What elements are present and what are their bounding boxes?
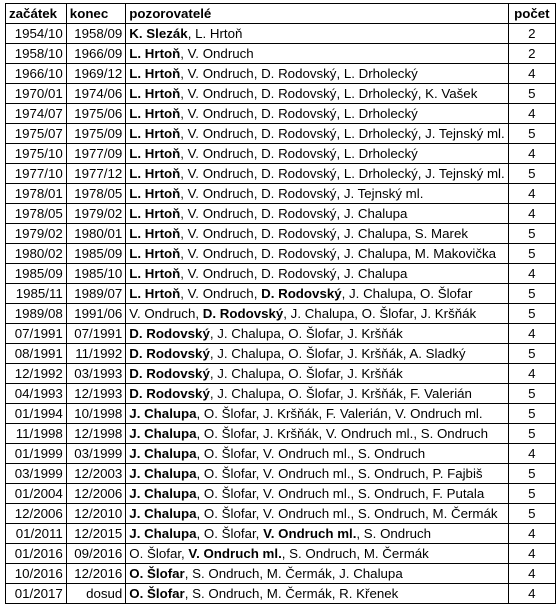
cell-count: 4: [508, 524, 555, 544]
observer-lead-name: L. Hrtoň: [129, 146, 181, 161]
cell-count: 4: [508, 584, 555, 604]
cell-start: 1974/07: [6, 104, 67, 124]
cell-start: 08/1991: [6, 344, 67, 364]
cell-count: 5: [508, 424, 555, 444]
table-row: [6, 524, 556, 544]
cell-end: 09/2016: [66, 544, 126, 564]
cell-count: 4: [508, 564, 555, 584]
observer-names: , O. Šlofar, J. Kršňák, V. Ondruch ml., S. Ondruch: [196, 426, 488, 441]
observer-names: , V. Ondruch, D. Rodovský, J. Chalupa: [180, 206, 408, 221]
cell-observers: [126, 44, 508, 64]
observer-lead-name: J. Chalupa: [129, 526, 197, 541]
cell-observers: [126, 584, 508, 604]
observer-lead-name: L. Hrtoň: [129, 206, 181, 221]
cell-observers: [126, 364, 508, 384]
observer-names: , V. Ondruch, D. Rodovský, L. Drholecký: [180, 66, 418, 81]
cell-observers: [126, 164, 508, 184]
cell-count: 5: [508, 344, 555, 364]
observers-table-container: [5, 3, 556, 604]
observer-names: , V. Ondruch, D. Rodovský, J. Chalupa, M. Makovička: [180, 246, 497, 261]
cell-start: 12/1992: [6, 364, 67, 384]
cell-start: 1966/10: [6, 64, 67, 84]
cell-observers: [126, 204, 508, 224]
cell-start: 12/2006: [6, 504, 67, 524]
table-row: [6, 464, 556, 484]
table-header-row: [6, 4, 556, 24]
cell-end: 12/2016: [66, 564, 126, 584]
cell-observers: [126, 84, 508, 104]
observer-names: , S. Ondruch, M. Čermák, J. Chalupa: [184, 566, 403, 581]
cell-start: 10/2016: [6, 564, 67, 584]
cell-observers: [126, 264, 508, 284]
observer-lead-name: D. Rodovský: [202, 306, 284, 321]
observer-lead-name: J. Chalupa: [129, 426, 197, 441]
cell-end: 1974/06: [66, 84, 126, 104]
cell-observers: [126, 544, 508, 564]
cell-count: 5: [508, 284, 555, 304]
cell-end: 12/2010: [66, 504, 126, 524]
cell-observers: [126, 304, 508, 324]
table-row: [6, 424, 556, 444]
cell-start: 1989/08: [6, 304, 67, 324]
table-row: [6, 364, 556, 384]
cell-end: 1985/10: [66, 264, 126, 284]
cell-start: 03/1999: [6, 464, 67, 484]
observer-lead-name: D. Rodovský: [129, 366, 210, 381]
table-row: [6, 84, 556, 104]
table-row: [6, 104, 556, 124]
cell-start: 01/2017: [6, 584, 67, 604]
observer-names: , V. Ondruch, D. Rodovský, L. Drholecký, K. Vašek: [180, 86, 478, 101]
observer-lead-name: J. Chalupa: [129, 466, 197, 481]
observer-names: , J. Chalupa, O. Šlofar, J. Kršňák: [283, 306, 477, 321]
table-row: [6, 344, 556, 364]
cell-count: 4: [508, 204, 555, 224]
cell-end: 03/1999: [66, 444, 126, 464]
observer-names: , S. Ondruch, M. Čermák: [281, 546, 429, 561]
observer-lead-name: V. Ondruch ml.: [188, 546, 282, 561]
cell-observers: [126, 64, 508, 84]
cell-start: 1958/10: [6, 44, 67, 64]
cell-start: 01/2016: [6, 544, 67, 564]
cell-end: 1966/09: [66, 44, 126, 64]
cell-end: 1975/09: [66, 124, 126, 144]
cell-count: 4: [508, 444, 555, 464]
observer-lead-name: L. Hrtoň: [129, 266, 181, 281]
cell-observers: [126, 184, 508, 204]
cell-end: 1977/12: [66, 164, 126, 184]
observer-names: , L. Hrtoň: [187, 26, 243, 41]
cell-end: 11/1992: [66, 344, 126, 364]
cell-start: 1978/05: [6, 204, 67, 224]
cell-count: 4: [508, 324, 555, 344]
cell-end: 07/1991: [66, 324, 126, 344]
cell-start: 1975/07: [6, 124, 67, 144]
cell-count: 5: [508, 304, 555, 324]
table-row: [6, 324, 556, 344]
observer-lead-name: D. Rodovský: [261, 286, 342, 301]
cell-end: 1977/09: [66, 144, 126, 164]
cell-count: 2: [508, 24, 555, 44]
cell-end: 10/1998: [66, 404, 126, 424]
table-row: [6, 384, 556, 404]
cell-start: 07/1991: [6, 324, 67, 344]
observer-names: V. Ondruch,: [129, 306, 203, 321]
cell-start: 1979/02: [6, 224, 67, 244]
observer-lead-name: L. Hrtoň: [129, 126, 181, 141]
header-start: začátek: [6, 4, 67, 24]
cell-observers: [126, 324, 508, 344]
observer-names: , J. Chalupa, O. Šlofar, J. Kršňák: [209, 366, 403, 381]
cell-observers: [126, 284, 508, 304]
cell-start: 01/2011: [6, 524, 67, 544]
table-row: [6, 564, 556, 584]
cell-end: 12/1993: [66, 384, 126, 404]
observer-names: , V. Ondruch, D. Rodovský, J. Chalupa, S. Marek: [180, 226, 468, 241]
cell-start: 01/2004: [6, 484, 67, 504]
table-row: [6, 204, 556, 224]
observer-lead-name: J. Chalupa: [129, 486, 197, 501]
cell-end: 1980/01: [66, 224, 126, 244]
table-row: [6, 484, 556, 504]
observer-names: , V. Ondruch, D. Rodovský, J. Tejnský ml.: [180, 186, 424, 201]
observer-names: , J. Chalupa, O. Šlofar, J. Kršňák, F. Valerián: [209, 386, 472, 401]
observer-lead-name: D. Rodovský: [129, 346, 210, 361]
cell-count: 5: [508, 224, 555, 244]
observer-names: , O. Šlofar, V. Ondruch ml., S. Ondruch: [196, 446, 426, 461]
observer-lead-name: L. Hrtoň: [129, 186, 181, 201]
cell-start: 1978/01: [6, 184, 67, 204]
cell-start: 1975/10: [6, 144, 67, 164]
cell-count: 4: [508, 364, 555, 384]
table-body: [6, 4, 556, 604]
cell-observers: [126, 444, 508, 464]
cell-end: 1979/02: [66, 204, 126, 224]
observer-lead-name: L. Hrtoň: [129, 166, 181, 181]
cell-count: 2: [508, 44, 555, 64]
cell-observers: [126, 104, 508, 124]
cell-count: 5: [508, 84, 555, 104]
table-row: [6, 224, 556, 244]
cell-count: 5: [508, 484, 555, 504]
observer-names: , V. Ondruch, D. Rodovský, L. Drholecký, J. Tejnský ml.: [180, 166, 505, 181]
observer-names: , O. Šlofar, J. Kršňák, F. Valerián, V. Ondruch ml.: [196, 406, 483, 421]
table-row: [6, 44, 556, 64]
table-row: [6, 404, 556, 424]
observer-lead-name: J. Chalupa: [129, 406, 197, 421]
cell-observers: [126, 424, 508, 444]
header-end: konec: [66, 4, 126, 24]
table-row: [6, 444, 556, 464]
cell-observers: [126, 224, 508, 244]
observer-lead-name: O. Šlofar: [129, 566, 185, 581]
cell-end: 1969/12: [66, 64, 126, 84]
observer-lead-name: L. Hrtoň: [129, 86, 181, 101]
cell-observers: [126, 464, 508, 484]
observer-names: , V. Ondruch,: [180, 286, 262, 301]
observer-names: , O. Šlofar, V. Ondruch ml., S. Ondruch, P. Fajbiš: [196, 466, 483, 481]
cell-count: 5: [508, 164, 555, 184]
cell-observers: [126, 564, 508, 584]
cell-start: 01/1994: [6, 404, 67, 424]
observer-names: , V. Ondruch, D. Rodovský, L. Drholecký: [180, 146, 418, 161]
observer-names: , S. Ondruch: [356, 526, 432, 541]
table-row: [6, 284, 556, 304]
observer-names: , O. Šlofar, V. Ondruch ml., S. Ondruch, M. Čermák: [196, 506, 498, 521]
observer-names: , J. Chalupa, O. Šlofar: [341, 286, 473, 301]
observer-names: , V. Ondruch, D. Rodovský, J. Chalupa: [180, 266, 408, 281]
observer-names: , V. Ondruch, D. Rodovský, L. Drholecký, J. Tejnský ml.: [180, 126, 505, 141]
table-row: [6, 244, 556, 264]
cell-end: dosud: [66, 584, 126, 604]
observer-lead-name: K. Slezák: [129, 26, 188, 41]
observer-lead-name: L. Hrtoň: [129, 66, 181, 81]
cell-count: 5: [508, 124, 555, 144]
cell-start: 01/1999: [6, 444, 67, 464]
header-count: počet: [508, 4, 555, 24]
cell-count: 4: [508, 144, 555, 164]
cell-start: 1985/11: [6, 284, 67, 304]
cell-observers: [126, 384, 508, 404]
cell-observers: [126, 344, 508, 364]
cell-observers: [126, 244, 508, 264]
cell-start: 1980/02: [6, 244, 67, 264]
observer-names: , J. Chalupa, O. Šlofar, J. Kršňák: [209, 326, 403, 341]
cell-end: 12/1998: [66, 424, 126, 444]
observer-names: , J. Chalupa, O. Šlofar, J. Kršňák, A. Sladký: [209, 346, 466, 361]
cell-end: 12/2003: [66, 464, 126, 484]
observer-lead-name: D. Rodovský: [129, 326, 210, 341]
cell-start: 1954/10: [6, 24, 67, 44]
cell-end: 12/2015: [66, 524, 126, 544]
observer-names: , V. Ondruch: [180, 46, 254, 61]
table-row: [6, 184, 556, 204]
table-row: [6, 24, 556, 44]
cell-count: 4: [508, 184, 555, 204]
observer-names: O. Šlofar,: [129, 546, 189, 561]
cell-observers: [126, 524, 508, 544]
observer-names: , O. Šlofar, V. Ondruch ml., S. Ondruch, F. Putala: [196, 486, 485, 501]
cell-count: 5: [508, 464, 555, 484]
cell-end: 1985/09: [66, 244, 126, 264]
observer-lead-name: O. Šlofar: [129, 586, 185, 601]
cell-end: 1991/06: [66, 304, 126, 324]
cell-observers: [126, 484, 508, 504]
table-row: [6, 544, 556, 564]
cell-observers: [126, 504, 508, 524]
cell-start: 11/1998: [6, 424, 67, 444]
table-row: [6, 304, 556, 324]
cell-count: 4: [508, 544, 555, 564]
cell-end: 1975/06: [66, 104, 126, 124]
cell-observers: [126, 124, 508, 144]
observer-lead-name: J. Chalupa: [129, 506, 197, 521]
observer-lead-name: L. Hrtoň: [129, 246, 181, 261]
table-row: [6, 164, 556, 184]
cell-end: 1958/09: [66, 24, 126, 44]
cell-end: 1978/05: [66, 184, 126, 204]
observer-lead-name: L. Hrtoň: [129, 106, 181, 121]
cell-count: 5: [508, 404, 555, 424]
cell-count: 5: [508, 244, 555, 264]
observer-lead-name: V. Ondruch ml.: [263, 526, 357, 541]
observer-names: , V. Ondruch, D. Rodovský, L. Drholecký: [180, 106, 418, 121]
table-row: [6, 64, 556, 84]
observer-names: , S. Ondruch, M. Čermák, R. Křenek: [184, 586, 399, 601]
table-row: [6, 264, 556, 284]
table-row: [6, 124, 556, 144]
cell-start: 04/1993: [6, 384, 67, 404]
cell-end: 03/1993: [66, 364, 126, 384]
observer-lead-name: L. Hrtoň: [129, 46, 181, 61]
cell-count: 4: [508, 64, 555, 84]
observer-lead-name: J. Chalupa: [129, 446, 197, 461]
observer-lead-name: L. Hrtoň: [129, 226, 181, 241]
cell-count: 4: [508, 104, 555, 124]
cell-end: 1989/07: [66, 284, 126, 304]
cell-start: 1970/01: [6, 84, 67, 104]
cell-start: 1977/10: [6, 164, 67, 184]
cell-count: 4: [508, 264, 555, 284]
table-row: [6, 504, 556, 524]
cell-observers: [126, 24, 508, 44]
table-row: [6, 584, 556, 604]
cell-count: 5: [508, 384, 555, 404]
cell-observers: [126, 404, 508, 424]
cell-count: 5: [508, 504, 555, 524]
cell-observers: [126, 144, 508, 164]
header-observers: pozorovatelé: [126, 4, 508, 24]
observer-lead-name: L. Hrtoň: [129, 286, 181, 301]
cell-end: 12/2006: [66, 484, 126, 504]
observer-names: , O. Šlofar,: [196, 526, 264, 541]
observers-table: [5, 3, 556, 604]
cell-start: 1985/09: [6, 264, 67, 284]
observer-lead-name: D. Rodovský: [129, 386, 210, 401]
table-row: [6, 144, 556, 164]
